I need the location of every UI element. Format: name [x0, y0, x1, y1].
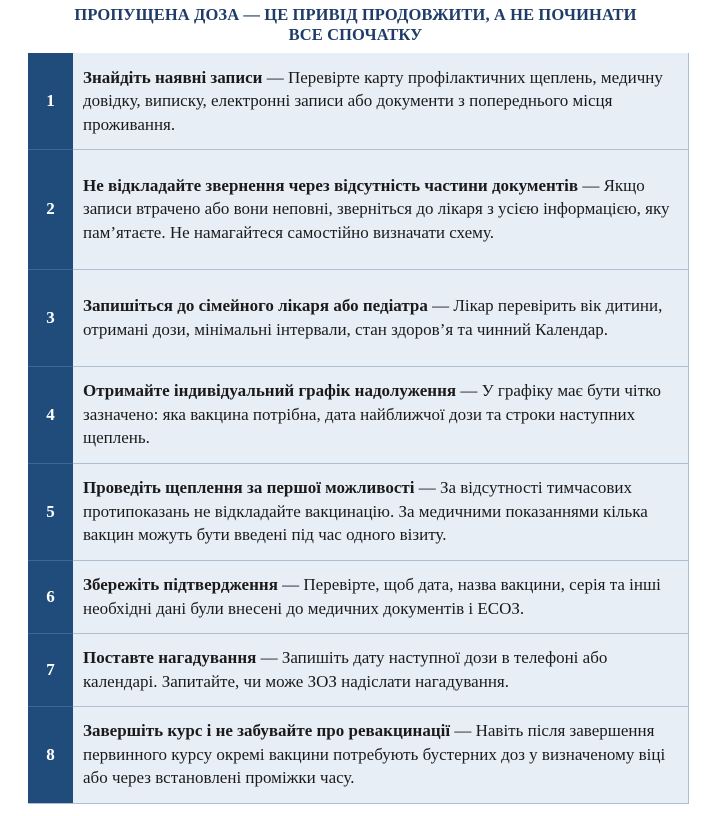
step-body: — Навіть після завершення первинного курсу окремі вакцини потребують бустерних доз у визначеному віці або через встановлені проміжки часу. [83, 721, 666, 788]
step-number: 7 [28, 633, 73, 706]
step-body: — Лікар перевірить вік дитини, отримані дози, мінімальні інтервали, стан здоров’я та чинний Календар. [83, 296, 663, 339]
step-number: 5 [28, 463, 73, 560]
step-text [73, 560, 689, 633]
step-number: 4 [28, 366, 73, 463]
step-row [28, 560, 689, 633]
step-row [28, 269, 689, 366]
step-heading: Проведіть щеплення за першої можливості [83, 478, 415, 498]
title-line-1: ПРОПУЩЕНА ДОЗА — ЦЕ ПРИВІД ПРОДОВЖИТИ, А НЕ ПОЧИНАТИ [74, 5, 637, 24]
step-body: — Запишіть дату наступної дози в телефоні або календарі. Запитайте, чи може ЗОЗ надіслати нагадування. [83, 648, 608, 691]
step-text [73, 149, 689, 269]
step-heading: Не відкладайте звернення через відсутність частини документів [83, 175, 579, 195]
step-row [28, 463, 689, 560]
step-number: 6 [28, 560, 73, 633]
step-row [28, 366, 689, 463]
title-line-2: ВСЕ СПОЧАТКУ [288, 25, 423, 44]
step-body: — У графіку має бути чітко зазначено: яка вакцина потрібна, дата найближчої дози та строки наступних щеплень. [83, 381, 661, 448]
step-row [28, 149, 689, 269]
step-text [73, 269, 689, 366]
page-title [0, 5, 711, 45]
step-body: — Перевірте, щоб дата, назва вакцини, серія та інші необхідні дані були внесені до медичних документів і ЕСОЗ. [83, 575, 661, 618]
step-heading: Запишіться до сімейного лікаря або педіатра [83, 296, 428, 315]
step-text [73, 463, 689, 560]
step-number: 2 [28, 149, 73, 269]
step-text [73, 633, 689, 706]
step-heading: Поставте нагадування [83, 648, 257, 667]
step-body: — Якщо записи втрачено або вони неповні, зверніться до лікаря з усією інформацією, яку пам’ятаєте. Не намагайтеся самостійно визначати схему. [83, 175, 670, 242]
step-body: — За відсутності тимчасових протипоказань не відкладайте вакцинацію. За медичними показаннями кілька вакцин можуть бути введені під час одного візиту. [83, 478, 648, 545]
step-row [28, 633, 689, 706]
step-number: 1 [28, 53, 73, 149]
step-heading: Отримайте індивідуальний графік надолуження [83, 381, 457, 401]
step-heading: Завершіть курс і не забувайте про ревакцинації [83, 721, 451, 741]
step-number: 8 [28, 706, 73, 803]
steps-table [28, 53, 689, 804]
step-number: 3 [28, 269, 73, 366]
step-body: — Перевірте карту профілактичних щеплень, медичну довідку, виписку, електронні записи або документи з попереднього місця проживання. [83, 67, 663, 134]
step-heading: Знайдіть наявні записи [83, 67, 263, 87]
step-heading: Збережіть підтвердження [83, 575, 278, 594]
step-text [73, 706, 689, 803]
step-row [28, 706, 689, 803]
step-text [73, 366, 689, 463]
step-text [73, 53, 689, 149]
step-row [28, 53, 689, 149]
